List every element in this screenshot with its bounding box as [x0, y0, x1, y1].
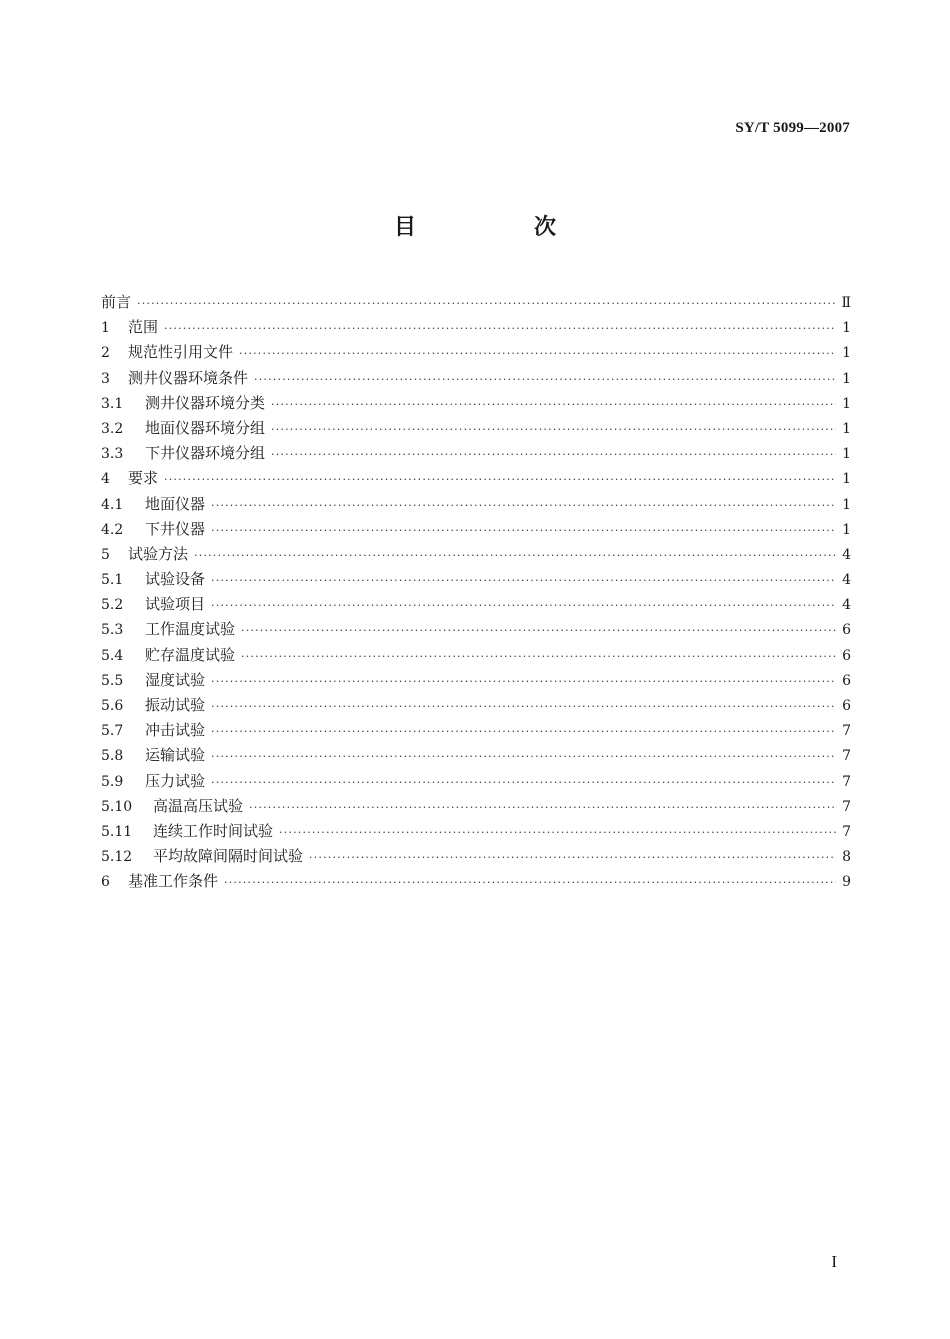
toc-entry-page: 4 [842, 546, 851, 563]
toc-leader-dots [211, 770, 836, 795]
toc-entry[interactable] [101, 819, 851, 844]
toc-entry-number: 5 [101, 546, 110, 563]
toc-entry-page: 1 [842, 420, 851, 437]
toc-leader-dots [164, 467, 836, 492]
toc-entry-label: 测井仪器环境分类 [145, 393, 266, 412]
toc-entry[interactable] [101, 617, 851, 642]
toc-entry-number: 5.9 [101, 773, 124, 790]
toc-entry-number: 5.11 [101, 823, 133, 840]
toc-entry-label: 范围 [128, 318, 159, 337]
toc-entry-page: 1 [842, 320, 851, 337]
toc-entry[interactable] [101, 592, 851, 617]
page-number: I [831, 1252, 837, 1271]
toc-entry[interactable] [101, 718, 851, 743]
toc-entry[interactable] [101, 844, 851, 869]
toc-entry-label: 高温高压试验 [153, 796, 244, 815]
toc-leader-dots [271, 392, 836, 417]
toc-entry-number: 1 [101, 320, 110, 337]
toc-entry-page: 1 [842, 395, 851, 412]
toc-entry[interactable] [101, 567, 851, 592]
toc-leader-dots [211, 493, 836, 518]
toc-entry-label: 下井仪器环境分组 [145, 444, 266, 463]
toc-leader-dots [211, 744, 836, 769]
toc-entry-number: 5.3 [101, 622, 124, 639]
toc-entry-page: 7 [842, 773, 851, 790]
toc-entry-page: 7 [842, 823, 851, 840]
toc-entry[interactable] [101, 366, 851, 391]
toc-entry-number: 4.2 [101, 521, 124, 538]
toc-entry[interactable] [101, 643, 851, 668]
toc-entry-label: 下井仪器 [145, 519, 206, 538]
toc-leader-dots [211, 568, 836, 593]
toc-entry-label: 振动试验 [145, 696, 206, 714]
toc-entry-page: 6 [842, 672, 851, 689]
toc-leader-dots [211, 669, 836, 694]
toc-entry-page: 1 [842, 446, 851, 463]
toc-entry-number: 5.4 [101, 647, 124, 664]
toc-entry[interactable] [101, 290, 851, 315]
toc-entry[interactable] [101, 794, 851, 819]
toc-entry[interactable] [101, 391, 851, 416]
toc-entry[interactable] [101, 492, 851, 517]
toc-entry-label: 基准工作条件 [128, 872, 219, 891]
toc-entry-number: 5.6 [101, 698, 124, 714]
toc-entry-page: 6 [842, 622, 851, 639]
toc-entry-label: 工作温度试验 [145, 620, 236, 639]
toc-entry[interactable] [101, 542, 851, 567]
toc-entry-page: 1 [842, 521, 851, 538]
toc-entry[interactable] [101, 743, 851, 768]
toc-leader-dots [239, 341, 836, 366]
toc-entry-number: 4 [101, 471, 110, 488]
toc-entry-number: 3 [101, 370, 110, 387]
toc-entry[interactable] [101, 416, 851, 441]
toc-entry-page: 1 [842, 370, 851, 387]
toc-leader-dots [211, 694, 836, 719]
toc-leader-dots [211, 593, 836, 618]
toc-entry[interactable] [101, 769, 851, 794]
toc-entry-number: 5.2 [101, 597, 124, 614]
toc-entry-label: 连续工作时间试验 [153, 821, 274, 840]
toc-leader-dots [254, 367, 836, 392]
toc-entry-label: 贮存温度试验 [145, 645, 236, 664]
toc-entry-page: 4 [842, 572, 851, 589]
toc-entry-number: 4.1 [101, 496, 124, 513]
toc-entry[interactable] [101, 517, 851, 542]
toc-entry-label: 试验设备 [145, 570, 206, 589]
toc-entry-page: 1 [842, 496, 851, 513]
toc-leader-dots [137, 291, 835, 316]
toc-entry-label: 地面仪器 [145, 494, 206, 513]
toc-entry-number: 5.12 [101, 849, 133, 866]
toc-entry-label: 湿度试验 [145, 670, 206, 689]
toc-entry-number: 2 [101, 345, 110, 362]
toc-entry-label: 要求 [128, 469, 159, 488]
toc-entry-label: 平均故障间隔时间试验 [153, 847, 304, 866]
toc-leader-dots [211, 518, 836, 543]
toc-entry-page: 1 [842, 345, 851, 362]
toc-entry-label: 试验方法 [128, 544, 189, 563]
toc-entry-number: 3.3 [101, 446, 124, 463]
toc-leader-dots [224, 870, 836, 895]
toc-leader-dots [241, 644, 836, 669]
toc-entry-label: 测井仪器环境条件 [128, 368, 249, 387]
toc-entry-number: 3.2 [101, 420, 124, 437]
toc-entry[interactable] [101, 441, 851, 466]
toc-entry-number: 5.1 [101, 572, 124, 589]
toc-leader-dots [194, 543, 836, 568]
toc-entry-label: 运输试验 [145, 746, 206, 765]
toc-entry[interactable] [101, 693, 851, 718]
toc-entry-label: 压力试验 [145, 771, 206, 790]
toc-entry-label: 前言 [101, 293, 132, 311]
toc-entry[interactable] [101, 668, 851, 693]
toc-entry-page: 7 [842, 798, 851, 815]
toc-entry-number: 3.1 [101, 395, 124, 412]
toc-leader-dots [211, 719, 836, 744]
toc-leader-dots [164, 316, 836, 341]
toc-leader-dots [249, 795, 836, 820]
toc-entry-label: 规范性引用文件 [128, 343, 234, 362]
table-of-contents [101, 290, 851, 895]
page-title: 目 次 [393, 215, 604, 240]
toc-entry-page: 9 [842, 874, 851, 891]
toc-entry[interactable] [101, 466, 851, 491]
toc-entry-number: 5.5 [101, 672, 124, 689]
toc-entry-number: 5.7 [101, 723, 124, 740]
toc-entry-number: 6 [101, 874, 110, 891]
toc-entry-label: 地面仪器环境分组 [145, 418, 266, 437]
toc-leader-dots [309, 845, 836, 870]
toc-entry-label: 冲击试验 [145, 721, 206, 740]
toc-entry-number: 5.10 [101, 798, 133, 815]
toc-entry[interactable] [101, 869, 851, 894]
toc-entry-page: 4 [842, 597, 851, 614]
toc-leader-dots [271, 417, 836, 442]
toc-entry-page: 7 [842, 723, 851, 740]
toc-entry-page: Ⅱ [841, 295, 851, 311]
standard-code: SY/T 5099—2007 [735, 120, 850, 136]
toc-entry-page: 7 [842, 748, 851, 765]
toc-entry[interactable] [101, 340, 851, 365]
toc-entry-number: 5.8 [101, 748, 124, 765]
toc-entry-label: 试验项目 [145, 595, 206, 614]
toc-leader-dots [279, 820, 836, 845]
toc-entry-page: 8 [842, 849, 851, 866]
toc-entry-page: 6 [842, 647, 851, 664]
toc-leader-dots [271, 442, 836, 467]
toc-entry-page: 6 [842, 698, 851, 714]
toc-entry-page: 1 [842, 471, 851, 488]
toc-leader-dots [241, 618, 836, 643]
toc-entry[interactable] [101, 315, 851, 340]
